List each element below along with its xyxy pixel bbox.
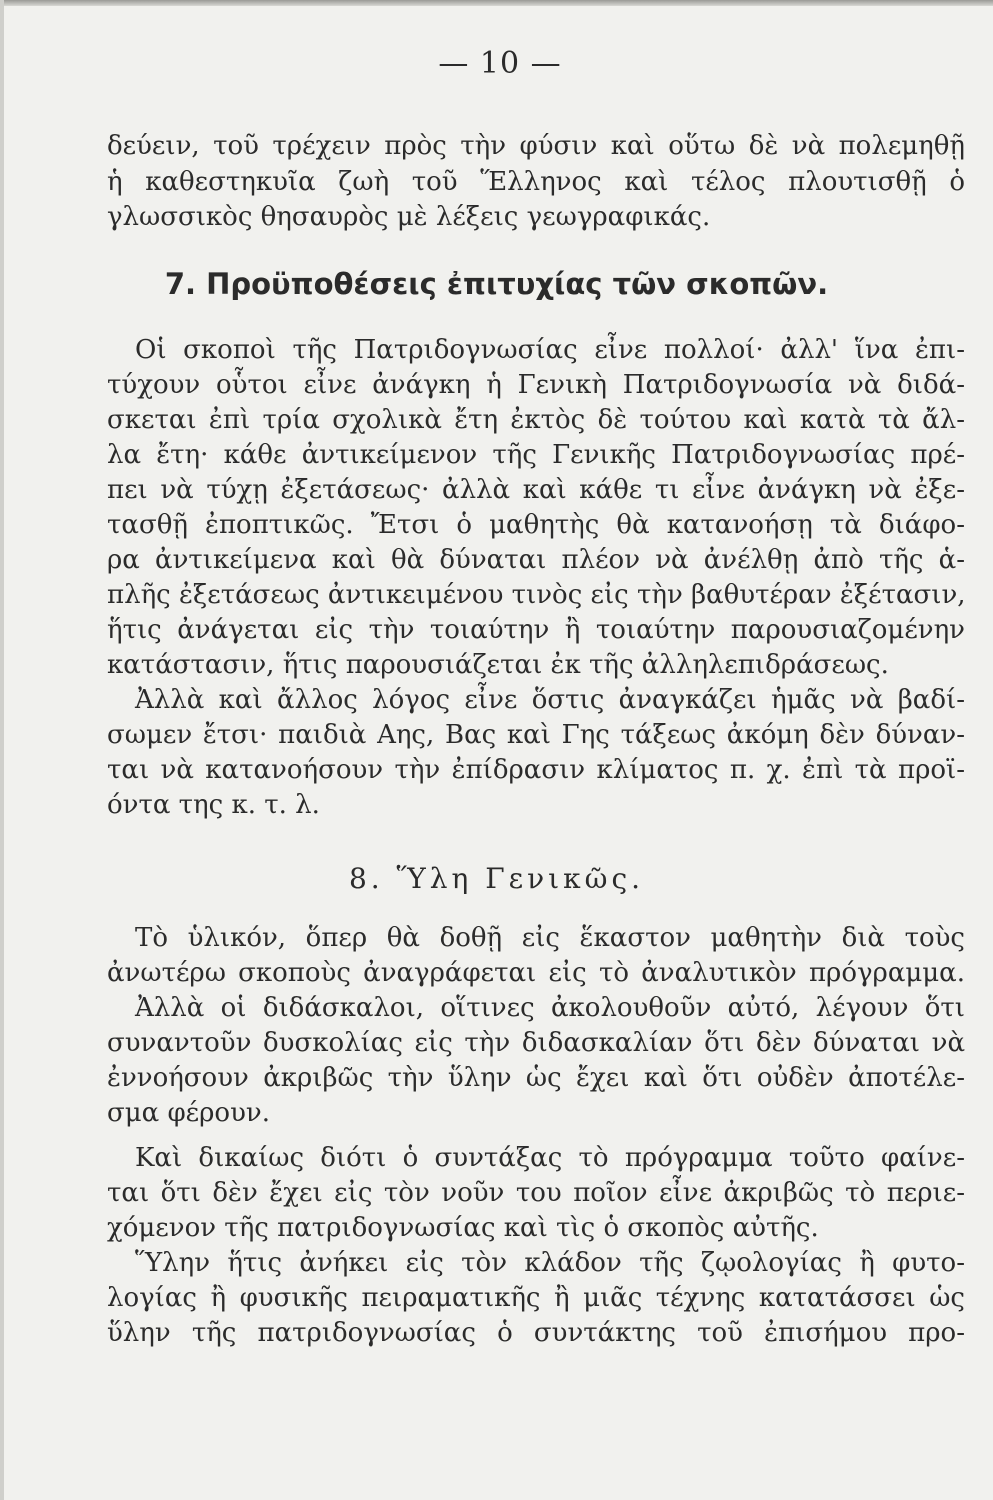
page-top-edge [0, 0, 993, 6]
text-line: Ἀλλὰ καὶ ἄλλος λόγος εἶνε ὅστις ἀναγκάζει ἡμᾶς νὰ βαδί- [135, 685, 965, 715]
text-line: ρα ἀντικείμενα καὶ θὰ δύναται πλέον νὰ ἀνέλθῃ ἀπὸ τῆς ἁ- [107, 545, 965, 575]
text-line: ται ὅτι δὲν ἔχει εἰς τὸν νοῦν του ποῖον εἶνε ἀκριβῶς τὸ περιε- [107, 1178, 965, 1208]
text-line: ἀνωτέρω σκοποὺς ἀναγράφεται εἰς τὸ ἀναλυτικὸν πρόγραμμα. [107, 958, 965, 988]
text-line: ἡ καθεστηκυῖα ζωὴ τοῦ Ἕλληνος καὶ τέλος πλουτισθῇ ὁ [107, 167, 965, 197]
text-line: πει νὰ τύχῃ ἐξετάσεως· ἀλλὰ καὶ κάθε τι εἶνε ἀνάγκη νὰ ἐξε- [107, 475, 965, 505]
text-line: σμα φέρουν. [107, 1098, 270, 1128]
text-line: ται νὰ κατανοήσουν τὴν ἐπίδρασιν κλίματος π. χ. ἐπὶ τὰ προϊ- [107, 755, 965, 785]
section-heading-7: 7. Προϋποθέσεις ἐπιτυχίας τῶν σκοπῶν. [164, 267, 829, 301]
text-line: Ἀλλὰ οἱ διδάσκαλοι, οἵτινες ἀκολουθοῦν αὐτό, λέγουν ὅτι [135, 993, 965, 1023]
text-line: Καὶ δικαίως διότι ὁ συντάξας τὸ πρόγραμμα τοῦτο φαίνε- [135, 1143, 965, 1173]
text-line: ἥτις ἀνάγεται εἰς τὴν τοιαύτην ἢ τοιαύτην παρουσιαζομένην [107, 615, 965, 645]
section-heading-8: 8. Ὕλη Γενικῶς. [348, 862, 645, 895]
text-line: όντα της κ. τ. λ. [107, 790, 320, 820]
text-line: ὕλην τῆς πατριδογνωσίας ὁ συντάκτης τοῦ ἐπισήμου προ- [107, 1318, 965, 1348]
text-line: λογίας ἢ φυσικῆς πειραματικῆς ἢ μιᾶς τέχνης κατατάσσει ὡς [107, 1283, 965, 1313]
text-line: τασθῇ ἐποπτικῶς. Ἔτσι ὁ μαθητὴς θὰ κατανοήσῃ τὰ διάφο- [107, 510, 965, 540]
page-left-edge [0, 0, 4, 1500]
text-line: τύχουν οὗτοι εἶνε ἀνάγκη ἡ Γενικὴ Πατριδογνωσία νὰ διδά- [107, 370, 965, 400]
text-line: σωμεν ἔτσι· παιδιὰ Αης, Βας καὶ Γης τάξεως ἀκόμη δὲν δύναν- [107, 720, 965, 750]
page-number: — 10 — [438, 46, 562, 81]
text-line: Ὕλην ἥτις ἀνήκει εἰς τὸν κλάδον τῆς ζῳολογίας ἢ φυτο- [135, 1248, 965, 1278]
text-line: χόμενον τῆς πατριδογνωσίας καὶ τὶς ὁ σκοπὸς αὐτῆς. [107, 1213, 819, 1243]
text-line: κατάστασιν, ἥτις παρουσιάζεται ἐκ τῆς ἀλληλεπιδράσεως. [107, 650, 889, 680]
text-line: λα ἔτη· κάθε ἀντικείμενον τῆς Γενικῆς Πατριδογνωσίας πρέ- [107, 440, 965, 470]
text-line: Τὸ ὑλικόν, ὅπερ θὰ δοθῇ εἰς ἕκαστον μαθητὴν διὰ τοὺς [135, 923, 965, 953]
text-line: γλωσσικὸς θησαυρὸς μὲ λέξεις γεωγραφικάς. [107, 202, 711, 232]
text-line: ἐννοήσουν ἀκριβῶς τὴν ὕλην ὡς ἔχει καὶ ὅτι οὐδὲν ἀποτέλε- [107, 1063, 965, 1093]
text-line: πλῆς ἐξετάσεως ἀντικειμένου τινὸς εἰς τὴν βαθυτέραν ἐξέτασιν, [107, 580, 966, 610]
text-line: δεύειν, τοῦ τρέχειν πρὸς τὴν φύσιν καὶ οὕτω δὲ νὰ πολεμηθῇ [107, 131, 965, 161]
text-line: σκεται ἐπὶ τρία σχολικὰ ἔτη ἐκτὸς δὲ τούτου καὶ κατὰ τὰ ἄλ- [107, 405, 965, 435]
text-line: Οἱ σκοποὶ τῆς Πατριδογνωσίας εἶνε πολλοί· ἀλλ' ἵνα ἐπι- [135, 335, 965, 365]
text-line: συναντοῦν δυσκολίας εἰς τὴν διδασκαλίαν ὅτι δὲν δύναται νὰ [107, 1028, 965, 1058]
